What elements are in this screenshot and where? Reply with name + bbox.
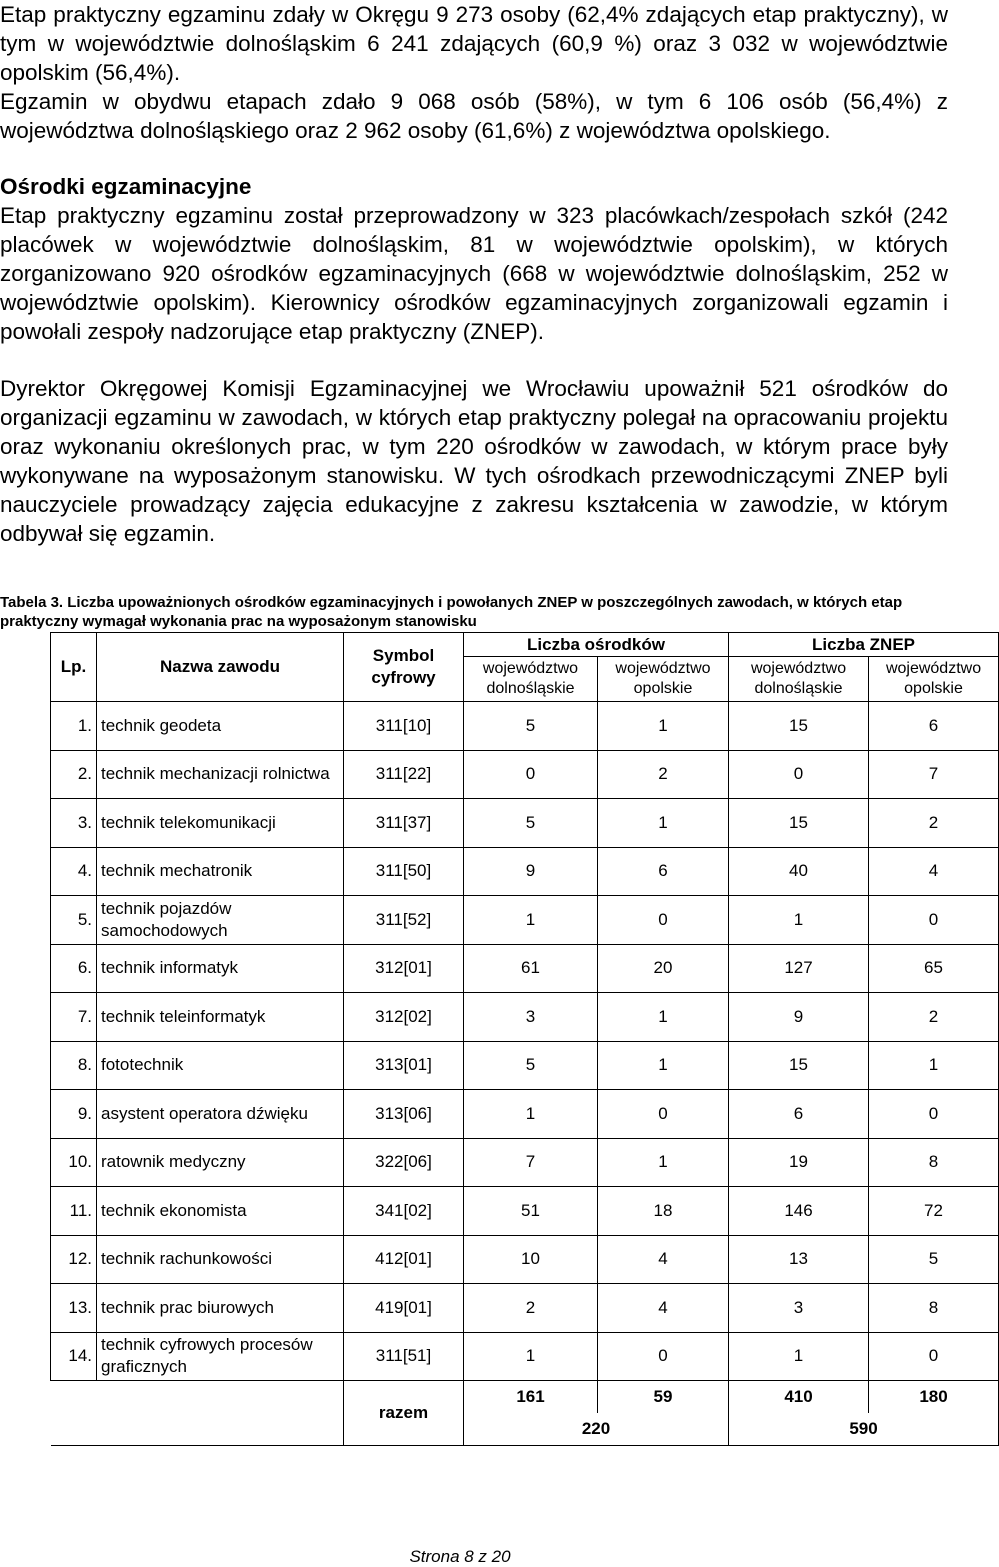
table-row (51, 993, 999, 1042)
row-znep-dol: 1 (729, 896, 869, 945)
row-number: 10. (51, 1138, 97, 1187)
row-centers-opo: 1 (598, 799, 729, 848)
row-name: technik prac biurowych (97, 1284, 344, 1333)
row-symbol: 311[37] (344, 799, 464, 848)
row-symbol: 312[02] (344, 993, 464, 1042)
row-centers-dol: 1 (464, 1090, 598, 1139)
row-number: 2. (51, 750, 97, 799)
row-znep-dol: 1 (729, 1332, 869, 1381)
header-name: Nazwa zawodu (97, 633, 344, 702)
row-number: 9. (51, 1090, 97, 1139)
row-znep-dol: 0 (729, 750, 869, 799)
table-row (51, 847, 999, 896)
page-number: Strona 8 z 20 (409, 1547, 511, 1566)
row-number: 8. (51, 1041, 97, 1090)
header-lp: Lp. (51, 633, 97, 702)
row-znep-opo: 0 (869, 1090, 999, 1139)
table-totals (51, 1381, 999, 1446)
row-name: fototechnik (97, 1041, 344, 1090)
row-name: technik rachunkowości (97, 1235, 344, 1284)
row-znep-dol: 19 (729, 1138, 869, 1187)
row-centers-opo: 4 (598, 1284, 729, 1333)
row-znep-dol: 15 (729, 702, 869, 751)
row-znep-opo: 6 (869, 702, 999, 751)
paragraph-director-authorization: Dyrektor Okręgowej Komisji Egzaminacyjnej we Wrocławiu upoważnił 521 ośrodków do organizacji egzaminu w zawodach, w których etap praktyczny polegał na opracowaniu projektu oraz wykonaniu określonych prac, w tym 220 ośrodków w zawodach, w którym prace były wykonywane na wyposażonym stanowisku. W tych ośrodkach przewodniczącymi ZNEP byli nauczyciele prowadzący zajęcia edukacyjne z zakresu kształcenia w zawodzie, w którym odbywał się egzamin. (0, 376, 948, 546)
row-znep-dol: 40 (729, 847, 869, 896)
paragraph-exam-results: Etap praktyczny egzaminu zdały w Okręgu 9 273 osoby (62,4% zdających etap praktyczny), w tym w województwie dolnośląskim 6 241 zdających (60,9 %) oraz 3 032 w województwie opolskim (56,4%). (0, 2, 948, 85)
row-centers-opo: 1 (598, 993, 729, 1042)
row-znep-opo: 72 (869, 1187, 999, 1236)
row-centers-dol: 51 (464, 1187, 598, 1236)
row-name: ratownik medyczny (97, 1138, 344, 1187)
row-centers-opo: 1 (598, 702, 729, 751)
row-znep-opo: 4 (869, 847, 999, 896)
total-centers-opo: 59 (598, 1381, 729, 1413)
table-row (51, 1041, 999, 1090)
row-centers-opo: 2 (598, 750, 729, 799)
table-row (51, 1090, 999, 1139)
total-centers-dol: 161 (464, 1381, 598, 1413)
row-number: 12. (51, 1235, 97, 1284)
row-znep-opo: 65 (869, 944, 999, 993)
row-centers-dol: 7 (464, 1138, 598, 1187)
row-znep-opo: 5 (869, 1235, 999, 1284)
total-znep-sum: 590 (729, 1413, 999, 1446)
row-centers-dol: 2 (464, 1284, 598, 1333)
row-znep-dol: 9 (729, 993, 869, 1042)
row-number: 7. (51, 993, 97, 1042)
paragraph-both-stages: Egzamin w obydwu etapach zdało 9 068 osób (58%), w tym 6 106 osób (56,4%) z województwa dolnośląskiego oraz 2 962 osoby (61,6%) z województwa opolskiego. (0, 89, 948, 143)
total-znep-dol: 410 (729, 1381, 869, 1413)
row-symbol: 341[02] (344, 1187, 464, 1236)
table-row (51, 944, 999, 993)
row-centers-opo: 4 (598, 1235, 729, 1284)
row-znep-dol: 15 (729, 799, 869, 848)
row-centers-dol: 1 (464, 896, 598, 945)
row-name: asystent operatora dźwięku (97, 1090, 344, 1139)
row-symbol: 311[10] (344, 702, 464, 751)
row-symbol: 312[01] (344, 944, 464, 993)
row-centers-opo: 0 (598, 1332, 729, 1381)
table-row (51, 702, 999, 751)
row-centers-dol: 0 (464, 750, 598, 799)
row-znep-dol: 127 (729, 944, 869, 993)
row-number: 5. (51, 896, 97, 945)
row-symbol: 322[06] (344, 1138, 464, 1187)
totals-label: razem (344, 1381, 464, 1446)
row-centers-dol: 5 (464, 799, 598, 848)
row-name: technik ekonomista (97, 1187, 344, 1236)
centers-table (50, 632, 999, 1446)
header-centers: Liczba ośrodków (464, 633, 729, 657)
table-row (51, 1187, 999, 1236)
table-caption: Tabela 3. Liczba upoważnionych ośrodków egzaminacyjnych i powołanych ZNEP w poszczególnych zawodach, w których etap praktyczny wymagał wykonania prac na wyposażonym stanowisku (0, 594, 903, 630)
total-centers-sum: 220 (464, 1413, 729, 1446)
row-name: technik telekomunikacji (97, 799, 344, 848)
header-znep-dol: województwo dolnośląskie (729, 657, 869, 702)
table-row (51, 750, 999, 799)
row-symbol: 311[50] (344, 847, 464, 896)
row-number: 3. (51, 799, 97, 848)
row-znep-opo: 7 (869, 750, 999, 799)
table-row (51, 896, 999, 945)
header-znep-opo: województwo opolskie (869, 657, 999, 702)
row-znep-dol: 6 (729, 1090, 869, 1139)
row-name: technik geodeta (97, 702, 344, 751)
total-znep-opo: 180 (869, 1381, 999, 1413)
section-heading: Ośrodki egzaminacyjne (0, 174, 252, 199)
row-centers-opo: 0 (598, 896, 729, 945)
row-znep-opo: 0 (869, 896, 999, 945)
row-znep-opo: 8 (869, 1284, 999, 1333)
row-name: technik cyfrowych procesów graficznych (97, 1332, 344, 1381)
row-znep-dol: 3 (729, 1284, 869, 1333)
row-centers-dol: 3 (464, 993, 598, 1042)
row-symbol: 313[06] (344, 1090, 464, 1139)
header-znep: Liczba ZNEP (729, 633, 999, 657)
row-centers-dol: 5 (464, 702, 598, 751)
totals-blank (51, 1381, 344, 1446)
row-symbol: 311[51] (344, 1332, 464, 1381)
row-name: technik teleinformatyk (97, 993, 344, 1042)
row-number: 1. (51, 702, 97, 751)
row-centers-dol: 61 (464, 944, 598, 993)
row-centers-opo: 6 (598, 847, 729, 896)
row-znep-opo: 0 (869, 1332, 999, 1381)
paragraph-exam-centers: Etap praktyczny egzaminu został przeprowadzony w 323 placówkach/zespołach szkół (242 placówek w województwie dolnośląskim, 81 w województwie opolskim), w których zorganizowano 920 ośrodków egzaminacyjnych (668 w województwie dolnośląskim, 252 w województwie opolskim). Kierownicy ośrodków egzaminacyjnych zorganizowali egzamin i powołali zespoły nadzorujące etap praktyczny (ZNEP). (0, 203, 948, 344)
row-znep-dol: 15 (729, 1041, 869, 1090)
row-name: technik pojazdów samochodowych (97, 896, 344, 945)
table-row (51, 1332, 999, 1381)
row-name: technik mechanizacji rolnictwa (97, 750, 344, 799)
row-centers-dol: 1 (464, 1332, 598, 1381)
row-znep-opo: 2 (869, 993, 999, 1042)
row-number: 14. (51, 1332, 97, 1381)
row-centers-opo: 20 (598, 944, 729, 993)
table-row (51, 1138, 999, 1187)
row-name: technik informatyk (97, 944, 344, 993)
row-number: 13. (51, 1284, 97, 1333)
row-symbol: 313[01] (344, 1041, 464, 1090)
table-row (51, 799, 999, 848)
row-symbol: 311[52] (344, 896, 464, 945)
row-name: technik mechatronik (97, 847, 344, 896)
row-number: 6. (51, 944, 97, 993)
header-centers-opo: województwo opolskie (598, 657, 729, 702)
row-symbol: 311[22] (344, 750, 464, 799)
row-number: 4. (51, 847, 97, 896)
header-centers-dol: województwo dolnośląskie (464, 657, 598, 702)
row-centers-dol: 10 (464, 1235, 598, 1284)
row-centers-opo: 1 (598, 1041, 729, 1090)
header-symbol: Symbol cyfrowy (344, 633, 464, 702)
row-centers-dol: 9 (464, 847, 598, 896)
row-znep-opo: 1 (869, 1041, 999, 1090)
table-body (51, 702, 999, 1381)
table-row (51, 1235, 999, 1284)
row-centers-opo: 18 (598, 1187, 729, 1236)
row-znep-opo: 2 (869, 799, 999, 848)
row-number: 11. (51, 1187, 97, 1236)
row-centers-dol: 5 (464, 1041, 598, 1090)
row-symbol: 412[01] (344, 1235, 464, 1284)
row-znep-dol: 13 (729, 1235, 869, 1284)
row-centers-opo: 0 (598, 1090, 729, 1139)
row-znep-opo: 8 (869, 1138, 999, 1187)
row-znep-dol: 146 (729, 1187, 869, 1236)
row-symbol: 419[01] (344, 1284, 464, 1333)
table-row (51, 1284, 999, 1333)
row-centers-opo: 1 (598, 1138, 729, 1187)
